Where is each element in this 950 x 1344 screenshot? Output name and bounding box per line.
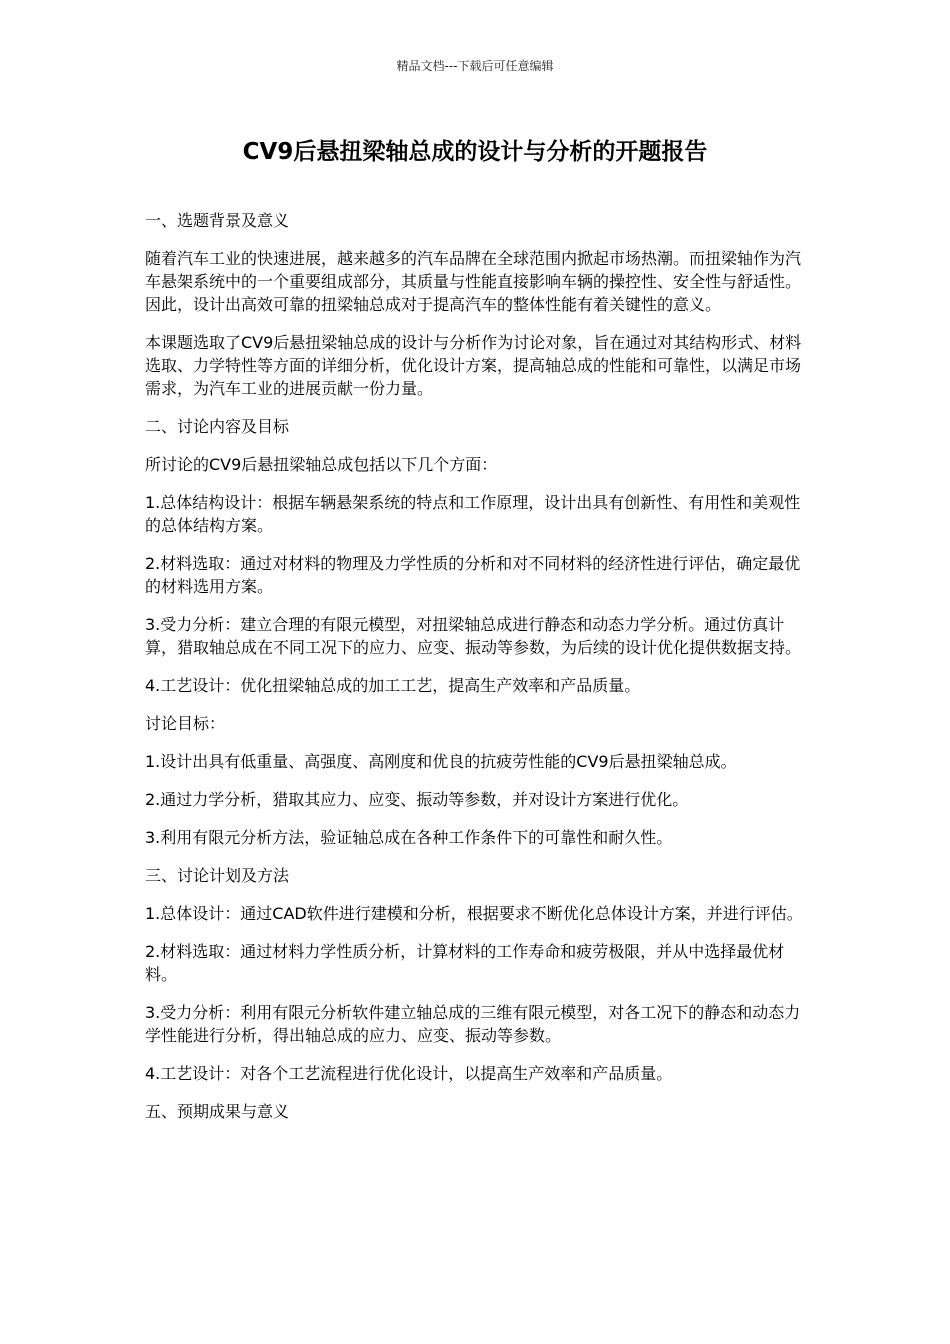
paragraph: 所讨论的CV9后悬扭梁轴总成包括以下几个方面： — [145, 455, 498, 474]
list-item: 4.工艺设计：优化扭梁轴总成的加工工艺，提高生产效率和产品质量。 — [145, 676, 641, 695]
section-heading-plan-methods: 三、讨论计划及方法 — [145, 866, 290, 885]
document-body — [145, 209, 807, 1138]
list-item: 1.总体结构设计：根据车辆悬架系统的特点和工作原理，设计出具有创新性、有用性和美观性的总体结构方案。 — [145, 493, 801, 535]
list-item: 2.材料选取：通过对材料的物理及力学性质的分析和对不同材料的经济性进行评估，确定最优的材料选用方案。 — [145, 554, 801, 596]
section-heading-content-goals: 二、讨论内容及目标 — [145, 417, 290, 436]
paragraph: 本课题选取了CV9后悬扭梁轴总成的设计与分析作为讨论对象，旨在通过对其结构形式、材料选取、力学特性等方面的详细分析，优化设计方案，提高轴总成的性能和可靠性，以满足市场需求，为汽车工业的进展贡献一份力量。 — [145, 333, 802, 398]
list-item: 4.工艺设计：对各个工艺流程进行优化设计，以提高生产效率和产品质量。 — [145, 1064, 673, 1083]
list-item: 1.总体设计：通过CAD软件进行建模和分析，根据要求不断优化总体设计方案，并进行评估。 — [145, 904, 803, 923]
list-item: 2.通过力学分析，猎取其应力、应变、振动等参数，并对设计方案进行优化。 — [145, 790, 689, 809]
document-title: CV9后悬扭梁轴总成的设计与分析的开题报告 — [242, 139, 708, 165]
subheading-goals: 讨论目标： — [145, 714, 226, 733]
list-item: 3.利用有限元分析方法，验证轴总成在各种工作条件下的可靠性和耐久性。 — [145, 828, 673, 847]
list-item: 2.材料选取：通过材料力学性质分析，计算材料的工作寿命和疲劳极限，并从中选择最优材料。 — [145, 942, 785, 984]
page-header-note: 精品文档---下载后可任意编辑 — [396, 59, 554, 73]
paragraph: 随着汽车工业的快速进展，越来越多的汽车品牌在全球范围内掀起市场热潮。而扭梁轴作为汽车悬架系统中的一个重要组成部分，其质量与性能直接影响车辆的操控性、安全性与舒适性。因此，设计出高效可靠的扭梁轴总成对于提高汽车的整体性能有着关键性的意义。 — [145, 249, 802, 314]
section-heading-expected-results: 五、预期成果与意义 — [145, 1102, 290, 1121]
list-item: 3.受力分析：利用有限元分析软件建立轴总成的三维有限元模型，对各工况下的静态和动态力学性能进行分析，得出轴总成的应力、应变、振动等参数。 — [145, 1003, 801, 1045]
section-heading-background: 一、选题背景及意义 — [145, 211, 290, 230]
list-item: 3.受力分析：建立合理的有限元模型，对扭梁轴总成进行静态和动态力学分析。通过仿真计算，猎取轴总成在不同工况下的应力、应变、振动等参数，为后续的设计优化提供数据支持。 — [145, 615, 802, 657]
list-item: 1.设计出具有低重量、高强度、高刚度和优良的抗疲劳性能的CV9后悬扭梁轴总成。 — [145, 752, 737, 771]
